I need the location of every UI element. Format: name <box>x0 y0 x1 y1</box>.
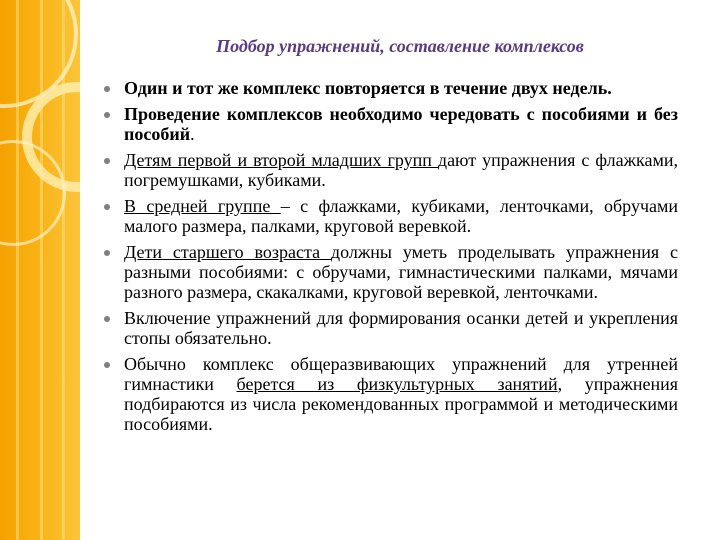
list-item <box>104 354 678 434</box>
item-text: должны уметь проделывать упражнения с разными пособиями: с обручами, гимнастическими палками, мячами разного размера, скакалками, круговой веревкой, ленточками. <box>124 242 679 302</box>
slide-title: Подбор упражнений, составление комплексов <box>216 36 584 56</box>
list-item <box>104 150 678 190</box>
item-text-underlined: берется из физкультурных занятий <box>236 374 558 394</box>
bullet-list <box>104 78 678 440</box>
band-stripe <box>62 0 65 540</box>
list-item <box>104 196 678 236</box>
item-text: , упражнения подбираются из числа рекомендованных программой и методическими пособиями. <box>124 374 678 434</box>
decorative-side-band <box>0 0 80 540</box>
item-text: Обычно комплекс общеразвивающих упражнений для утренней гимнастики <box>124 354 678 394</box>
bullet-dot-icon <box>104 86 110 92</box>
item-text: Проведение комплексов необходимо чередовать с пособиями и без пособий <box>124 104 678 144</box>
item-text-underlined: Дети старшего возраста <box>124 242 331 262</box>
bullet-dot-icon <box>104 204 110 210</box>
item-text: . <box>190 124 195 144</box>
bullet-dot-icon <box>104 250 110 256</box>
list-item <box>104 78 678 98</box>
bullet-dot-icon <box>104 112 110 118</box>
item-text-underlined: В средней группе <box>124 196 281 216</box>
list-item <box>104 104 678 144</box>
item-text: – с флажками, кубиками, ленточками, обручами малого размера, палками, круговой веревкой. <box>124 196 679 236</box>
item-text: Включение упражнений для формирования осанки детей и укрепления стопы обязательно. <box>124 308 678 348</box>
bullet-dot-icon <box>104 316 110 322</box>
bullet-dot-icon <box>104 158 110 164</box>
list-item <box>104 308 678 348</box>
item-text: Один и тот же комплекс повторяется в течение двух недель. <box>124 78 612 98</box>
item-text-underlined: Детям первой и второй младших групп <box>124 150 438 170</box>
bullet-dot-icon <box>104 362 110 368</box>
item-text: дают упражнения с флажками, погремушками, кубиками. <box>124 150 679 190</box>
list-item <box>104 242 678 302</box>
